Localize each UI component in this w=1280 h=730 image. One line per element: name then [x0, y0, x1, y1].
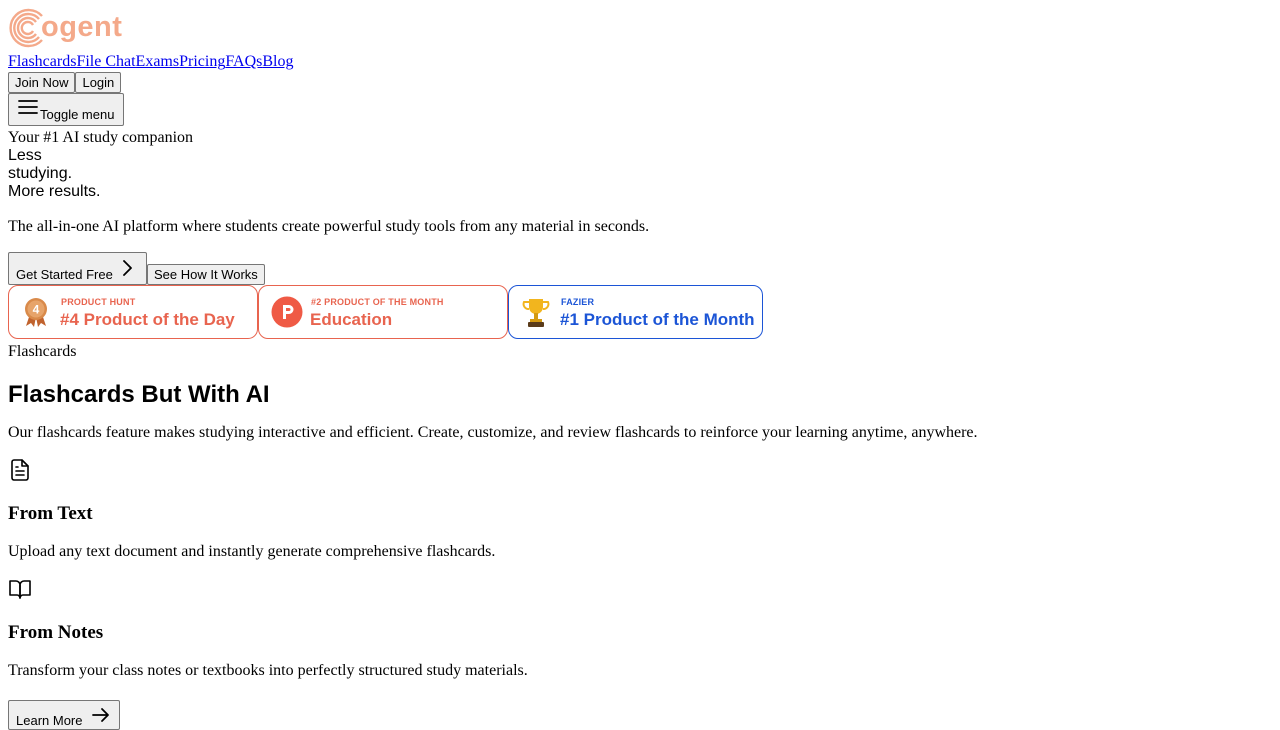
login-button[interactable]: Login: [75, 72, 121, 93]
nav-link-exams[interactable]: Exams: [135, 53, 180, 70]
hamburger-icon: [17, 98, 39, 120]
get-started-label: Get Started Free: [16, 267, 113, 282]
hero-title-line: Less: [8, 147, 42, 164]
section-title: Flashcards But With AI: [8, 381, 270, 408]
product-hunt-icon: [271, 296, 303, 333]
feature-description: Transform your class notes or textbooks into perfectly structured study materials.: [8, 662, 528, 679]
main-nav: [8, 52, 1272, 72]
fazier-month-badge[interactable]: [508, 285, 763, 339]
learn-more-label: Learn More: [16, 713, 83, 728]
svg-text:4: 4: [32, 302, 40, 317]
hero-title-line: studying.: [8, 165, 73, 182]
hero-title-line: More results.: [8, 183, 101, 200]
hero-cta-row: [8, 252, 1272, 285]
document-icon: [8, 458, 1272, 482]
product-hunt-day-badge[interactable]: [8, 285, 258, 339]
book-open-icon: [8, 577, 1272, 601]
badge-title: Education: [310, 310, 393, 329]
get-started-button[interactable]: [8, 252, 147, 285]
badge-kicker: FAZIER: [561, 297, 595, 307]
toggle-menu-label: Toggle menu: [40, 107, 115, 122]
see-how-it-works-button[interactable]: See How It Works: [147, 264, 265, 285]
medal-icon: [21, 296, 51, 333]
badge-title: #1 Product of the Month: [560, 310, 755, 329]
section-kicker: Flashcards: [8, 343, 77, 360]
chevron-right-icon: [119, 258, 135, 282]
hero-title: [8, 147, 1272, 201]
nav-link-blog[interactable]: Blog: [262, 53, 294, 70]
badge-kicker: PRODUCT HUNT: [61, 297, 136, 307]
arrow-right-icon: [91, 705, 111, 729]
join-now-button[interactable]: Join Now: [8, 72, 75, 93]
trophy-icon: [521, 296, 551, 335]
badge-title: #4 Product of the Day: [60, 310, 235, 329]
feature-description: Upload any text document and instantly generate comprehensive flashcards.: [8, 543, 496, 560]
award-badges: [8, 285, 1272, 339]
feature-title: From Text: [8, 503, 93, 524]
badge-kicker: #2 PRODUCT OF THE MONTH: [311, 297, 444, 307]
nav-link-file-chat[interactable]: File Chat: [76, 53, 136, 70]
toggle-menu-button[interactable]: [8, 93, 124, 126]
hero-tagline: Your #1 AI study companion: [8, 129, 194, 146]
auth-buttons: [8, 72, 1272, 93]
hero-subtitle: The all-in-one AI platform where students create powerful study tools from any material in seconds.: [8, 218, 650, 235]
logo-wordmark: ogent: [41, 11, 123, 43]
nav-link-flashcards[interactable]: Flashcards: [8, 53, 77, 70]
brand-logo[interactable]: [8, 8, 138, 48]
product-hunt-month-badge[interactable]: [258, 285, 508, 339]
nav-link-pricing[interactable]: Pricing: [179, 53, 226, 70]
learn-more-button[interactable]: [8, 700, 120, 730]
feature-title: From Notes: [8, 622, 104, 643]
nav-link-faqs[interactable]: FAQs: [225, 53, 263, 70]
section-description: Our flashcards feature makes studying interactive and efficient. Create, customize, and review flashcards to reinforce your learning anytime, anywhere.: [8, 424, 978, 441]
